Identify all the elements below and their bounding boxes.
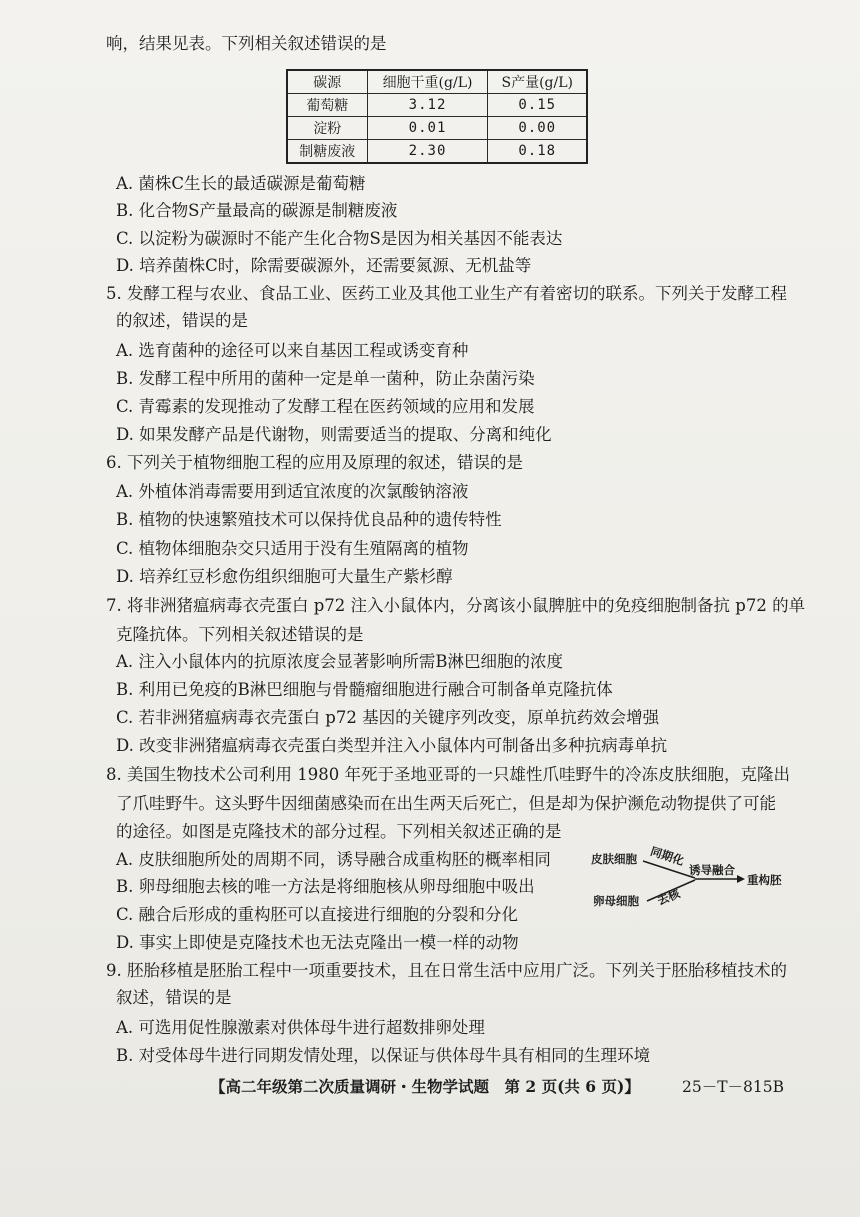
q9-stem: 9. 胚胎移植是胚胎工程中一项重要技术，且在日常生活中应用广泛。下列关于胚胎移植技术的 [106,961,787,980]
table-cell: 0.15 [488,94,587,117]
q8-option-a: A. 皮肤细胞所处的周期不同，诱导融合成重构胚的概率相同 [116,850,551,869]
table-cell: 制糖废液 [287,140,367,164]
skin-cell-label: 皮肤细胞 [591,852,637,866]
q5-option-d: D. 如果发酵产品是代谢物，则需要适当的提取、分离和纯化 [116,425,552,444]
q4-option-b: B. 化合物S产量最高的碳源是制糖废液 [116,201,398,220]
q6-option-c: C. 植物体细胞杂交只适用于没有生殖隔离的植物 [116,539,469,558]
table-row [287,140,587,164]
q7-option-b: B. 利用已免疫的B淋巴细胞与骨髓瘤细胞进行融合可制备单克隆抗体 [116,680,613,699]
q8-option-b: B. 卵母细胞去核的唯一方法是将细胞核从卵母细胞中吸出 [116,877,535,896]
q4-option-c: C. 以淀粉为碳源时不能产生化合物S是因为相关基因不能表达 [116,229,563,248]
q6-stem: 6. 下列关于植物细胞工程的应用及原理的叙述，错误的是 [106,453,523,472]
table-cell: 葡萄糖 [287,94,367,117]
q6-option-d: D. 培养红豆杉愈伤组织细胞可大量生产紫杉醇 [116,567,453,586]
sync-label: 同期化 [648,844,686,868]
table-cell: 3.12 [367,94,488,117]
q8-option-d: D. 事实上即使是克隆技术也无法克隆出一模一样的动物 [116,933,519,952]
table-header-cell: 碳源 [287,70,367,94]
q9-option-a: A. 可选用促性腺激素对供体母牛进行超数排卵处理 [116,1018,485,1037]
arrowhead-icon [737,875,745,883]
embryo-label: 重构胚 [747,873,782,887]
table-cell: 淀粉 [287,117,367,140]
q4-option-a: A. 菌株C生长的最适碳源是葡萄糖 [116,174,366,193]
q7-stem-cont: 克隆抗体。下列相关叙述错误的是 [116,625,364,644]
table-cell: 2.30 [367,140,488,164]
q5-option-a: A. 选育菌种的途径可以来自基因工程或诱变育种 [116,341,469,360]
q5-option-c: C. 青霉素的发现推动了发酵工程在医药领域的应用和发展 [116,397,535,416]
q9-stem-cont: 叙述，错误的是 [116,988,232,1007]
q8-stem-cont-2: 的途径。如图是克隆技术的部分过程。下列相关叙述正确的是 [116,822,562,841]
fusion-label: 诱导融合 [689,863,735,877]
q9-option-b: B. 对受体母牛进行同期发情处理，以保证与供体母牛具有相同的生理环境 [116,1046,651,1065]
oocyte-label: 卵母细胞 [593,894,639,908]
q8-stem-cont-1: 了爪哇野牛。这头野牛因细菌感染而在出生两天后死亡，但是却为保护濒危动物提供了可能 [116,794,776,813]
cloning-diagram [585,845,795,915]
exam-code: 25－T－815B [682,1078,785,1096]
table-row [287,117,587,140]
table-header-row [287,70,587,94]
table-row [287,94,587,117]
q5-option-b: B. 发酵工程中所用的菌种一定是单一菌种，防止杂菌污染 [116,369,535,388]
q5-stem-cont: 的叙述，错误的是 [116,311,248,330]
q7-option-a: A. 注入小鼠体内的抗原浓度会显著影响所需B淋巴细胞的浓度 [116,652,564,671]
intro-line: 响，结果见表。下列相关叙述错误的是 [106,34,387,53]
q7-stem: 7. 将非洲猪瘟病毒衣壳蛋白 p72 注入小鼠体内，分离该小鼠脾脏中的免疫细胞制备抗 p72 的单 [106,596,806,615]
enucleate-label: 去核 [655,886,682,908]
q6-option-b: B. 植物的快速繁殖技术可以保持优良品种的遗传特性 [116,510,502,529]
table-header-cell: S产量(g/L) [488,70,587,94]
q5-stem: 5. 发酵工程与农业、食品工业、医药工业及其他工业生产有着密切的联系。下列关于发酵工程 [106,284,787,303]
table-header-cell: 细胞干重(g/L) [367,70,488,94]
q7-option-d: D. 改变非洲猪瘟病毒衣壳蛋白类型并注入小鼠体内可制备出多种抗病毒单抗 [116,736,668,755]
q7-option-c: C. 若非洲猪瘟病毒衣壳蛋白 p72 基因的关键序列改变，原单抗药效会增强 [116,708,660,727]
page-footer: 【高二年级第二次质量调研・生物学试题 第 2 页(共 6 页)】 [210,1077,640,1096]
q6-option-a: A. 外植体消毒需要用到适宜浓度的次氯酸钠溶液 [116,482,469,501]
q4-option-d: D. 培养菌株C时，除需要碳源外，还需要氮源、无机盐等 [116,256,532,275]
table-cell: 0.01 [367,117,488,140]
q8-option-c: C. 融合后形成的重构胚可以直接进行细胞的分裂和分化 [116,905,519,924]
carbon-source-table [286,69,588,164]
table-cell: 0.00 [488,117,587,140]
q8-stem: 8. 美国生物技术公司利用 1980 年死于圣地亚哥的一只雄性爪哇野牛的冷冻皮肤细胞，克隆出 [106,765,790,784]
table-cell: 0.18 [488,140,587,164]
